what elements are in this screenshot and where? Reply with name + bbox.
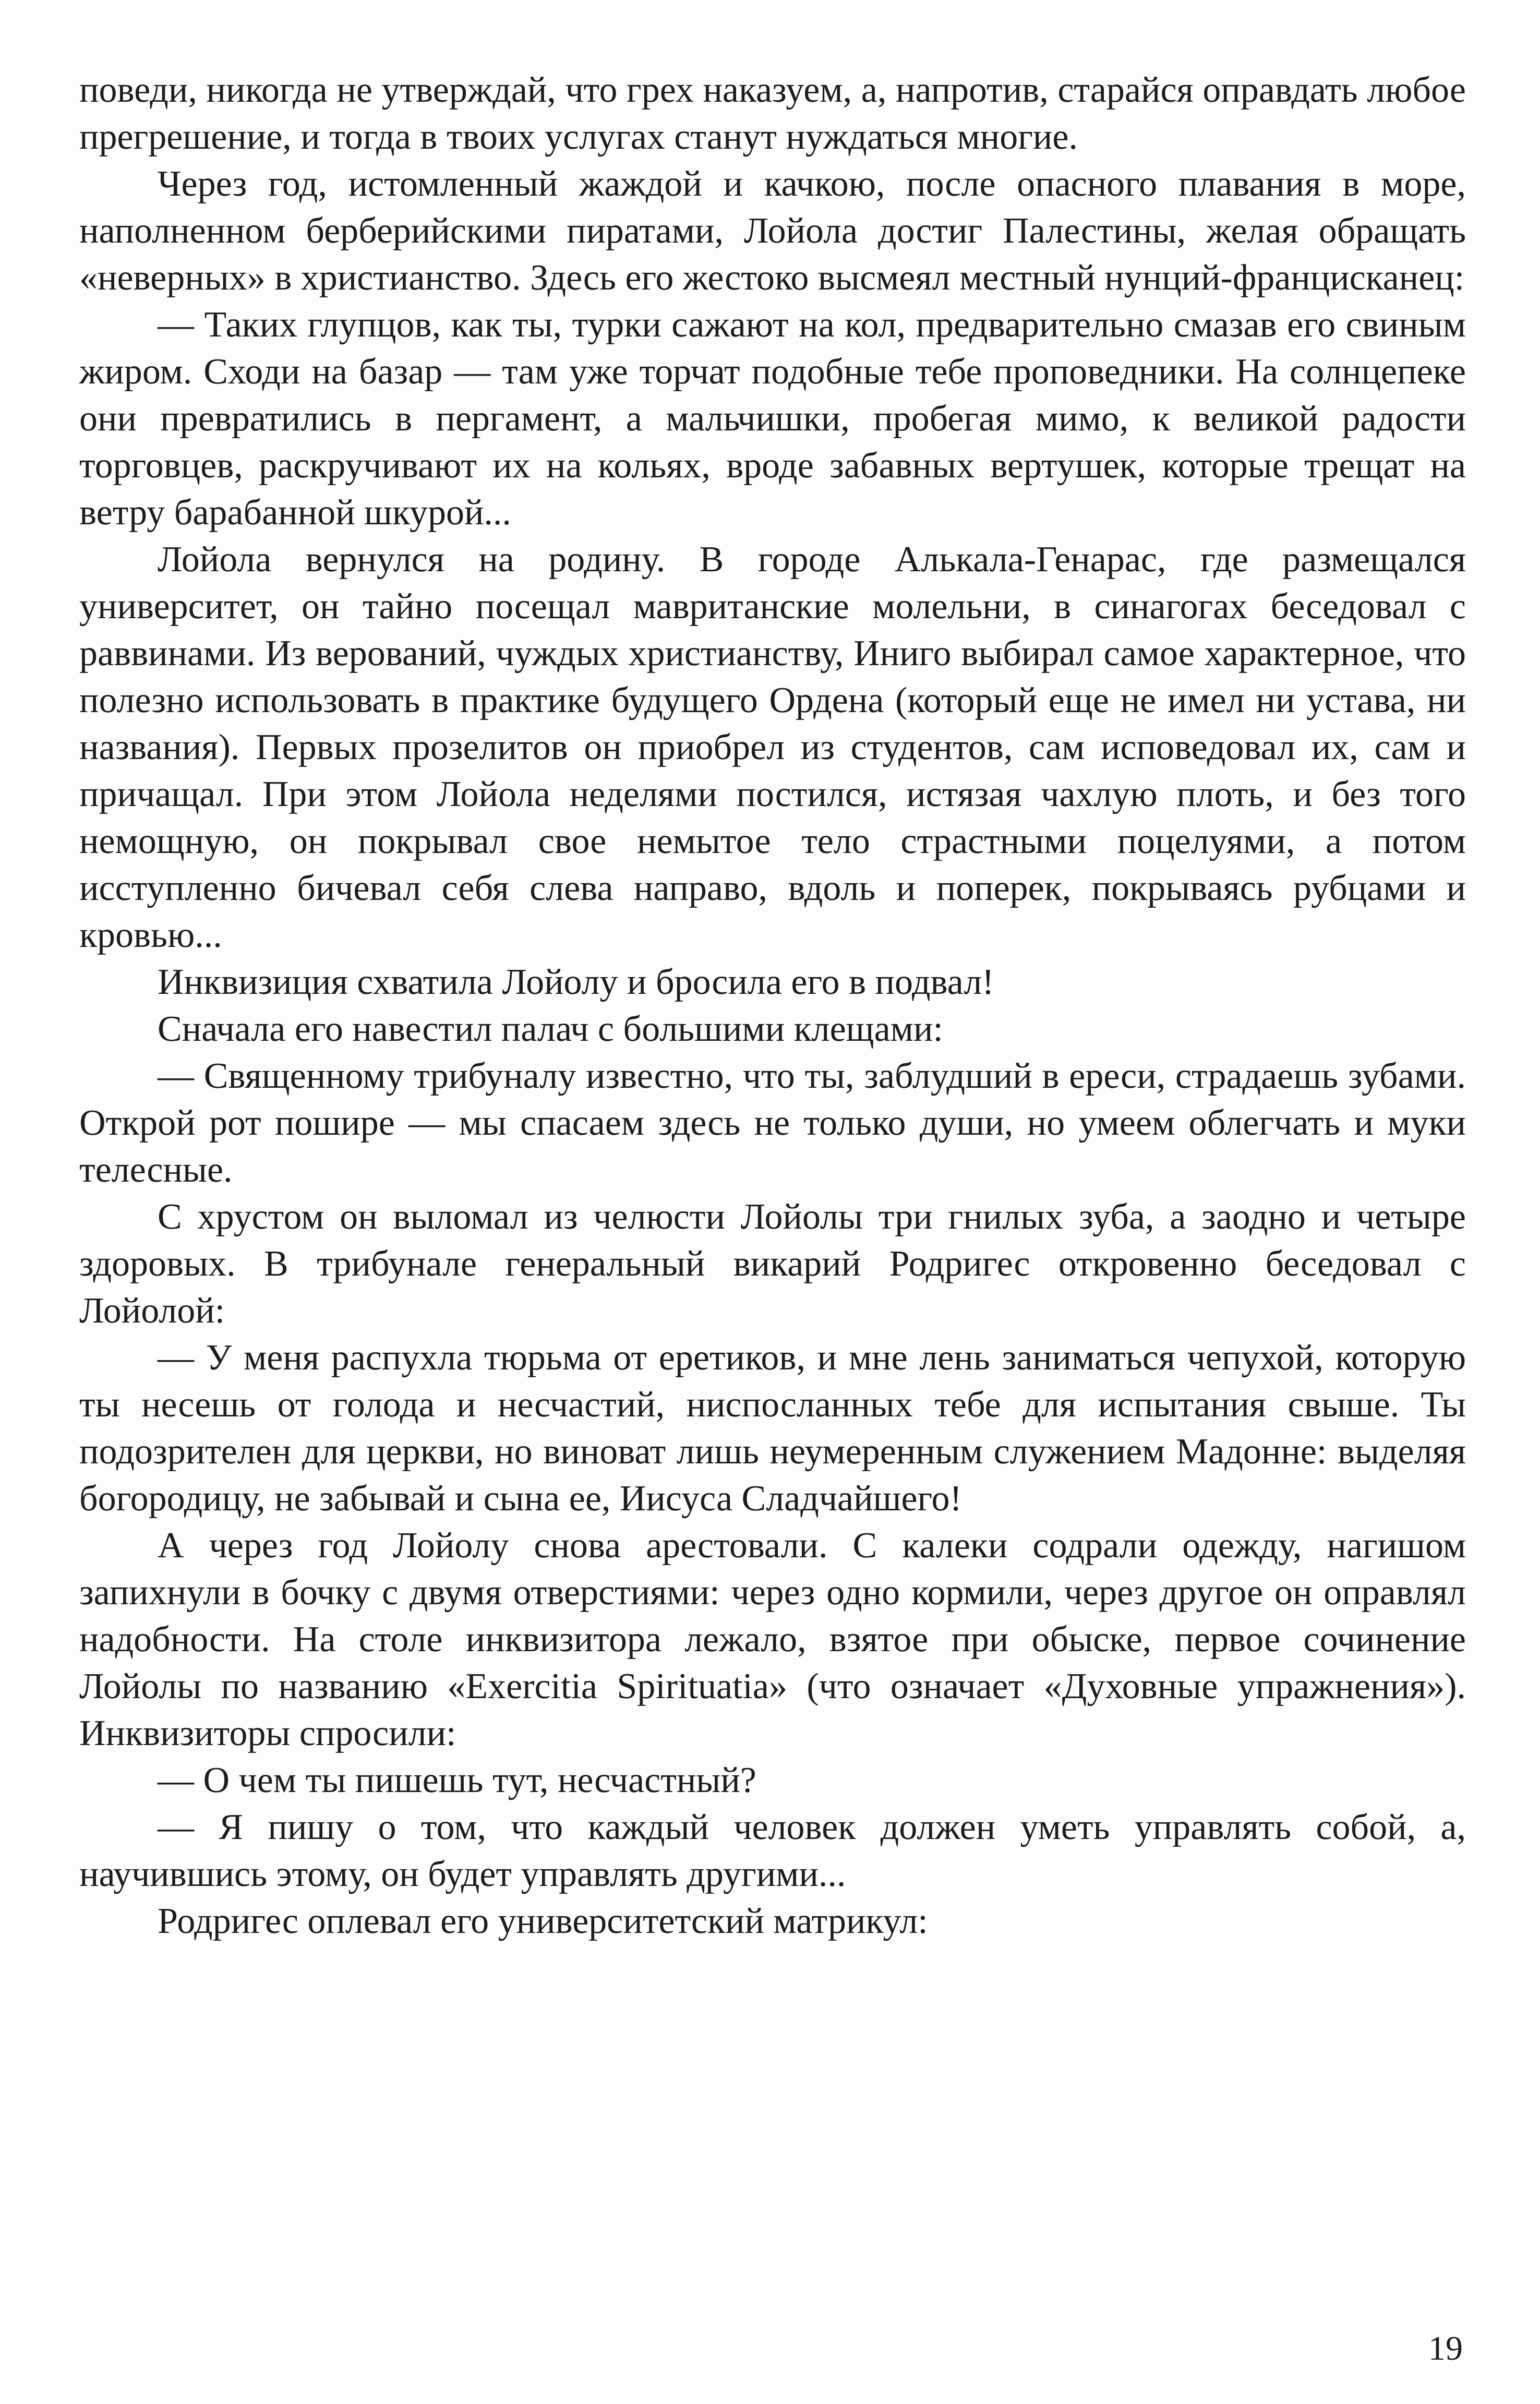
paragraph-4: Лойола вернулся на родину. В городе Алькала-Генарас, где размещался университет, он тайно посещал мавританские молельни, в синагогах беседовал с раввинами. Из верований, чуждых христианству, Иниго выбирал самое характерное, что полезно использовать в практике будущего Ордена (который еще не имел ни устава, ни названия). Первых прозелитов он приобрел из студентов, сам исповедовал их, сам и причащал. При этом Лойола неделями постился, истязая чахлую плоть, и без того немощную, он покрывал свое немытое тело страстными поцелуями, а потом исступленно бичевал себя слева направо, вдоль и поперек, покрываясь рубцами и кровью...: [79, 539, 1466, 955]
paragraph-6: Сначала его навестил палач с большими клещами:: [158, 1009, 943, 1049]
paragraph-1: поведи, никогда не утверждай, что грех наказуем, а, напротив, старайся оправдать любое прегрешение, и тогда в твоих услугах станут нуждаться многие.: [79, 70, 1466, 157]
paragraph-7: — Священному трибуналу известно, что ты, заблудший в ереси, страдаешь зубами. Открой рот пошире — мы спасаем здесь не только души, но умеем облегчать и муки телесные.: [79, 1056, 1466, 1190]
paragraph-3: — Таких глупцов, как ты, турки сажают на кол, предварительно смазав его свиным жиром. Сходи на базар — там уже торчат подобные тебе проповедники. На солнцепеке они превратились в пергамент, а мальчишки, пробегая мимо, к великой радости торговцев, раскручивают их на кольях, вроде забавных вертушек, которые трещат на ветру барабанной шкурой...: [79, 305, 1466, 533]
paragraph-5: Инквизиция схватила Лойолу и бросила его в подвал!: [158, 962, 994, 1002]
paragraph-8: С хрустом он выломал из челюсти Лойолы три гнилых зуба, а заодно и четыре здоровых. В трибунале генеральный викарий Родригес откровенно беседовал с Лойолой:: [79, 1197, 1466, 1331]
paragraph-10: А через год Лойолу снова арестовали. С калеки содрали одежду, нагишом запихнули в бочку с двумя отверстиями: через одно кормили, через другое он оправлял надобности. На столе инквизитора лежало, взятое при обыске, первое сочинение Лойолы по названию «Exercitia Spirituatia» (что означает «Духовные упражнения»). Инквизиторы спросили:: [79, 1525, 1466, 1753]
paragraph-13: Родригес оплевал его университетский матрикул:: [158, 1901, 928, 1941]
paragraph-12: — Я пишу о том, что каждый человек должен уметь управлять собой, а, научившись этому, он будет управлять другими...: [79, 1807, 1466, 1894]
paragraph-11: — О чем ты пишешь тут, несчастный?: [158, 1760, 756, 1800]
page-number: 19: [1428, 2329, 1463, 2367]
paragraph-9: — У меня распухла тюрьма от еретиков, и мне лень заниматься чепухой, которую ты несешь от голода и несчастий, ниспосланных тебе для испытания свыше. Ты подозрителен для церкви, но виноват лишь неумеренным служением Мадонне: выделяя богородицу, не забывай и сына ее, Иисуса Сладчайшего!: [79, 1338, 1466, 1519]
paragraph-2: Через год, истомленный жаждой и качкою, после опасного плавания в море, наполненном берберийскими пиратами, Лойола достиг Палестины, желая обращать «неверных» в христианство. Здесь его жестоко высмеял местный нунций-францисканец:: [79, 164, 1466, 298]
body-text: [79, 67, 1466, 1945]
